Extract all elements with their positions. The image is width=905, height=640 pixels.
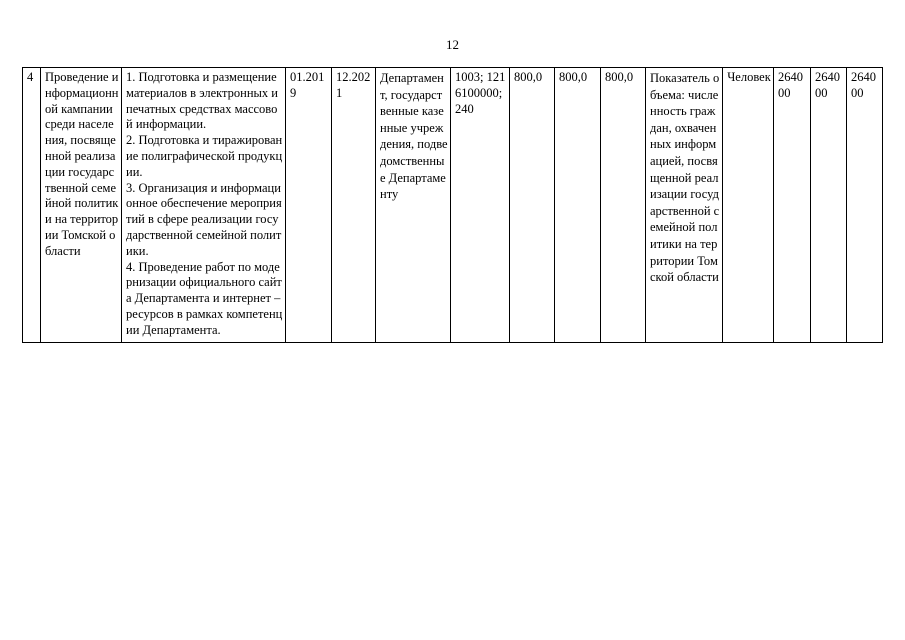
start-date-cell: 01.2019	[286, 68, 332, 343]
activity-item: 3. Организация и информационное обеспечение мероприятий в сфере реализации государственной семейной политики.	[126, 180, 282, 258]
value-cell-2: 264000	[811, 68, 847, 343]
budget-code-cell: 1003; 1216100000; 240	[451, 68, 510, 343]
event-name-cell: Проведение информационной кампании среди населения, посвященной реализации государственной семейной политики на территории Томской области	[41, 68, 122, 343]
unit-cell: Человек	[723, 68, 774, 343]
activity-item: 1. Подготовка и размещение материалов в электронных и печатных средствах массовой информации.	[126, 70, 278, 132]
end-date-cell: 12.2021	[332, 68, 376, 343]
value-cell-3: 264000	[847, 68, 883, 343]
executor-cell: Департамент, государственные казенные учреждения, подведомственные Департаменту	[376, 68, 451, 343]
page-number: 12	[446, 37, 459, 52]
activity-item: 2. Подготовка и тиражирование полиграфической продукции.	[126, 133, 283, 179]
indicator-cell: Показатель объема: численность граждан, охваченных информацией, посвященной реализации государственной семейной политики на территории Томской области	[646, 68, 723, 343]
program-table	[22, 67, 883, 343]
finance-cell-2: 800,0	[555, 68, 601, 343]
finance-cell-3: 800,0	[601, 68, 646, 343]
activity-item: 4. Проведение работ по модернизации официального сайта Департамента и интернет – ресурсов в рамках компетенции Департамента.	[126, 259, 283, 337]
value-cell-1: 264000	[774, 68, 811, 343]
finance-cell-1: 800,0	[510, 68, 555, 343]
activities-cell	[122, 68, 286, 343]
row-index-cell: 4	[23, 68, 41, 343]
table-row	[23, 68, 883, 343]
